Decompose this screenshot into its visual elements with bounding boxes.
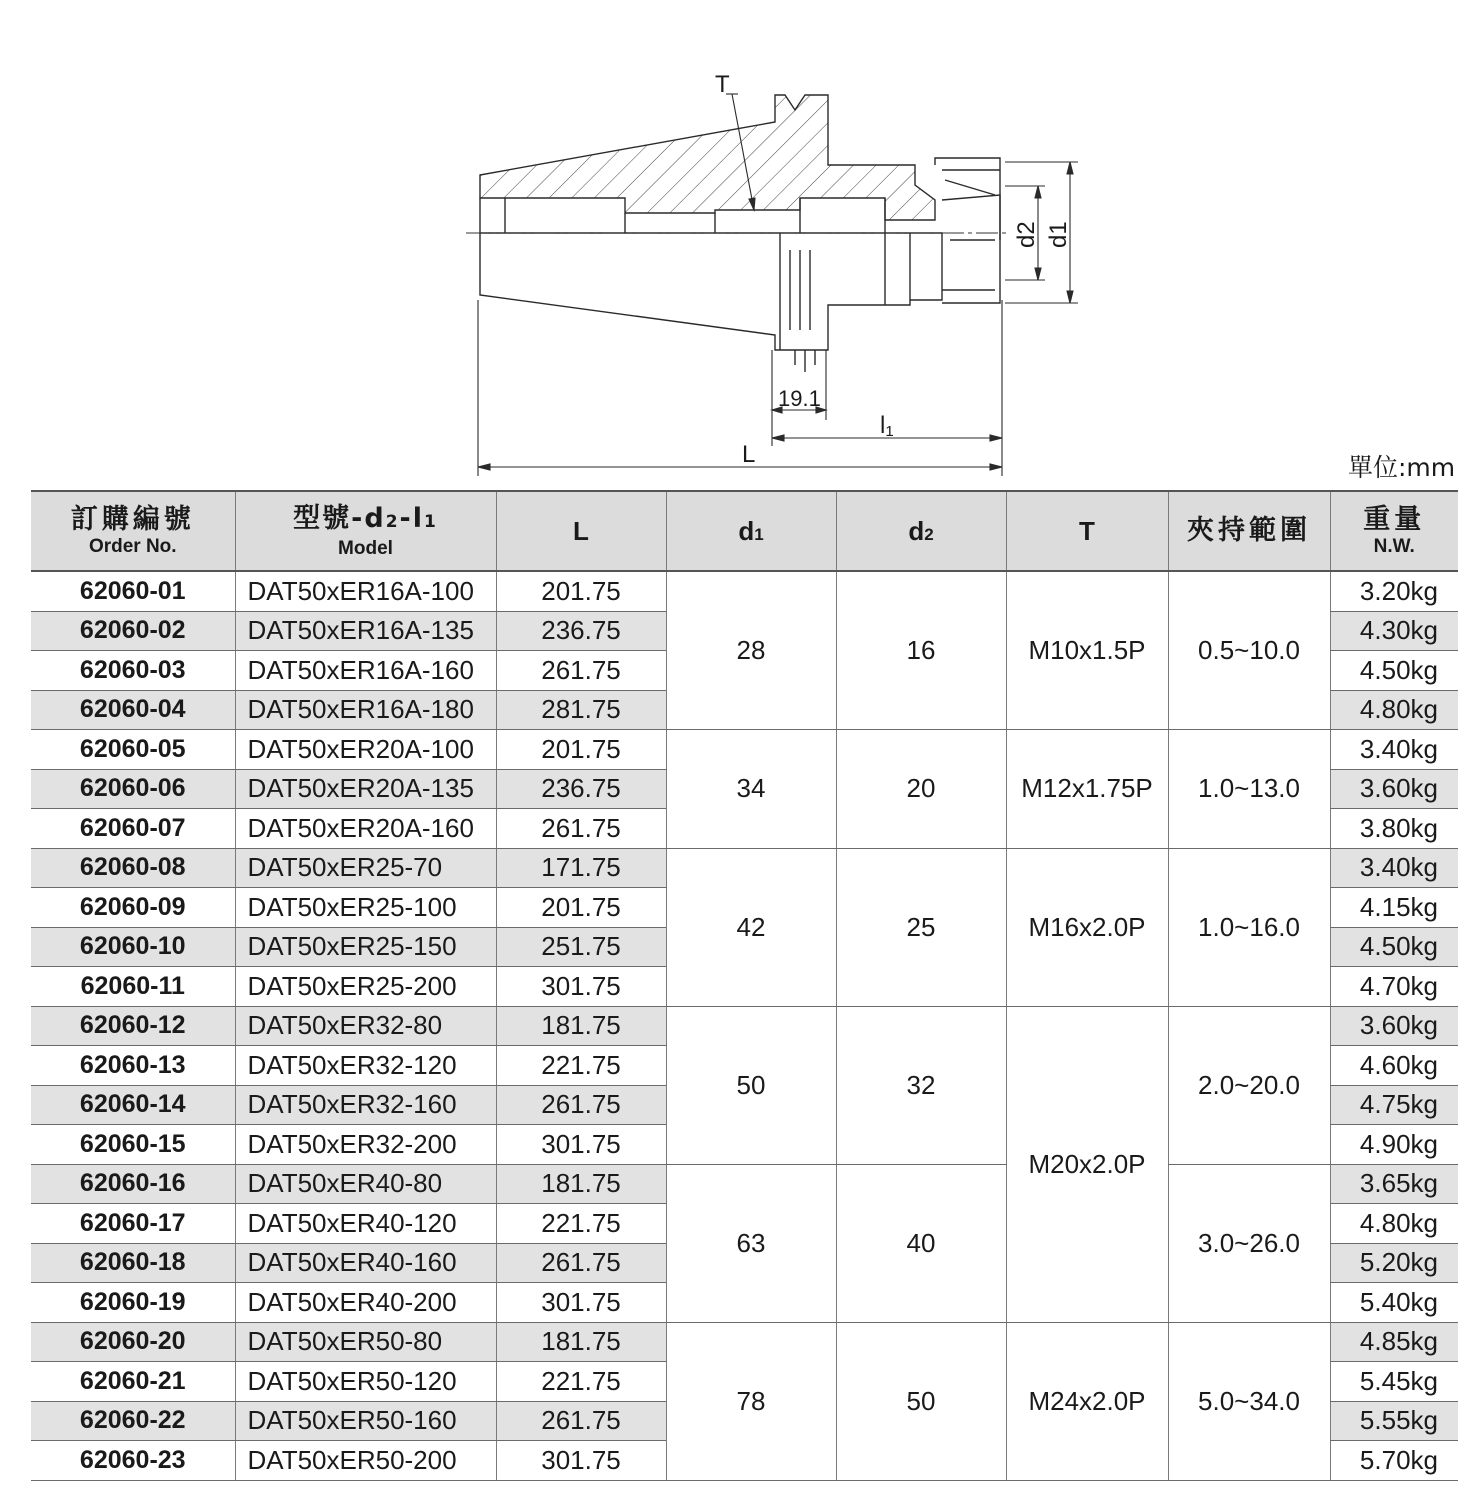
- order-no-cell: 62060-23: [31, 1441, 235, 1481]
- table-row: [31, 1164, 1458, 1204]
- d1-cell: 78: [666, 1322, 836, 1480]
- order-no-cell: 62060-12: [31, 1006, 235, 1046]
- table-row: [31, 1322, 1458, 1362]
- length-cell: 261.75: [496, 1243, 666, 1283]
- flange-width-label: 19.1: [778, 386, 821, 411]
- d1-cell: 50: [666, 1006, 836, 1164]
- model-cell: DAT50xER50-160: [235, 1401, 496, 1441]
- order-no-cell: 62060-02: [31, 611, 235, 651]
- d2-label: d2: [1013, 221, 1040, 248]
- overall-length-label: L: [742, 441, 756, 468]
- length-cell: 301.75: [496, 967, 666, 1007]
- header-length: L: [496, 491, 666, 571]
- header-d1: d1: [666, 491, 836, 571]
- header-model: 型號-d2-l1 Model: [235, 491, 496, 571]
- header-thread: T: [1006, 491, 1168, 571]
- model-cell: DAT50xER32-120: [235, 1046, 496, 1086]
- length-cell: 221.75: [496, 1204, 666, 1244]
- order-no-cell: 62060-08: [31, 848, 235, 888]
- length-cell: 221.75: [496, 1362, 666, 1402]
- weight-cell: 3.80kg: [1330, 809, 1458, 849]
- order-no-cell: 62060-21: [31, 1362, 235, 1402]
- weight-cell: 4.85kg: [1330, 1322, 1458, 1362]
- order-no-cell: 62060-11: [31, 967, 235, 1007]
- order-no-cell: 62060-16: [31, 1164, 235, 1204]
- length-cell: 201.75: [496, 571, 666, 611]
- d2-cell: 20: [836, 730, 1006, 849]
- weight-cell: 3.60kg: [1330, 1006, 1458, 1046]
- order-no-cell: 62060-17: [31, 1204, 235, 1244]
- weight-cell: 3.20kg: [1330, 571, 1458, 611]
- order-no-cell: 62060-22: [31, 1401, 235, 1441]
- weight-cell: 4.80kg: [1330, 1204, 1458, 1244]
- clamp-range-cell: 2.0~20.0: [1168, 1006, 1330, 1164]
- thread-cell: M16x2.0P: [1006, 848, 1168, 1006]
- length-cell: 261.75: [496, 651, 666, 691]
- model-cell: DAT50xER40-80: [235, 1164, 496, 1204]
- table-row: [31, 1006, 1458, 1046]
- header-row: [31, 491, 1458, 571]
- thread-cell: M24x2.0P: [1006, 1322, 1168, 1480]
- model-cell: DAT50xER50-80: [235, 1322, 496, 1362]
- weight-cell: 5.70kg: [1330, 1441, 1458, 1481]
- model-cell: DAT50xER32-160: [235, 1085, 496, 1125]
- model-cell: DAT50xER40-160: [235, 1243, 496, 1283]
- unit-label: 單位:mm: [1348, 453, 1456, 482]
- d1-cell: 42: [666, 848, 836, 1006]
- length-cell: 221.75: [496, 1046, 666, 1086]
- weight-cell: 5.40kg: [1330, 1283, 1458, 1323]
- model-cell: DAT50xER25-100: [235, 888, 496, 928]
- weight-cell: 4.30kg: [1330, 611, 1458, 651]
- weight-cell: 3.60kg: [1330, 769, 1458, 809]
- length-cell: 301.75: [496, 1441, 666, 1481]
- spec-table-body: [31, 571, 1458, 1480]
- l1-label: l1: [880, 412, 894, 440]
- length-cell: 281.75: [496, 690, 666, 730]
- d1-cell: 63: [666, 1164, 836, 1322]
- d1-label: d1: [1045, 221, 1072, 248]
- order-no-cell: 62060-04: [31, 690, 235, 730]
- length-cell: 236.75: [496, 611, 666, 651]
- clamp-range-cell: 3.0~26.0: [1168, 1164, 1330, 1322]
- weight-cell: 4.15kg: [1330, 888, 1458, 928]
- length-cell: 301.75: [496, 1283, 666, 1323]
- d2-cell: 32: [836, 1006, 1006, 1164]
- length-cell: 261.75: [496, 1401, 666, 1441]
- clamp-range-cell: 0.5~10.0: [1168, 571, 1330, 730]
- d2-cell: 16: [836, 571, 1006, 730]
- table-row: [31, 848, 1458, 888]
- model-cell: DAT50xER16A-160: [235, 651, 496, 691]
- thread-cell: M12x1.75P: [1006, 730, 1168, 849]
- length-cell: 251.75: [496, 927, 666, 967]
- d2-cell: 50: [836, 1322, 1006, 1480]
- model-cell: DAT50xER32-80: [235, 1006, 496, 1046]
- clamp-range-cell: 1.0~13.0: [1168, 730, 1330, 849]
- weight-cell: 4.80kg: [1330, 690, 1458, 730]
- length-cell: 181.75: [496, 1322, 666, 1362]
- weight-cell: 4.90kg: [1330, 1125, 1458, 1165]
- t-label: T: [715, 71, 730, 98]
- length-cell: 236.75: [496, 769, 666, 809]
- weight-cell: 3.40kg: [1330, 848, 1458, 888]
- table-row: [31, 730, 1458, 770]
- length-cell: 261.75: [496, 809, 666, 849]
- weight-cell: 3.40kg: [1330, 730, 1458, 770]
- model-cell: DAT50xER50-120: [235, 1362, 496, 1402]
- length-cell: 301.75: [496, 1125, 666, 1165]
- weight-cell: 5.55kg: [1330, 1401, 1458, 1441]
- model-cell: DAT50xER50-200: [235, 1441, 496, 1481]
- weight-cell: 4.50kg: [1330, 927, 1458, 967]
- order-no-cell: 62060-06: [31, 769, 235, 809]
- length-cell: 201.75: [496, 888, 666, 928]
- model-cell: DAT50xER40-200: [235, 1283, 496, 1323]
- order-no-cell: 62060-09: [31, 888, 235, 928]
- thread-cell: M20x2.0P: [1006, 1006, 1168, 1322]
- length-cell: 201.75: [496, 730, 666, 770]
- order-no-cell: 62060-20: [31, 1322, 235, 1362]
- header-order-no: 訂購編號 Order No.: [31, 491, 235, 571]
- model-cell: DAT50xER25-150: [235, 927, 496, 967]
- weight-cell: 3.65kg: [1330, 1164, 1458, 1204]
- order-no-cell: 62060-10: [31, 927, 235, 967]
- model-cell: DAT50xER32-200: [235, 1125, 496, 1165]
- tool-holder-drawing: [0, 0, 1482, 490]
- clamp-range-cell: 5.0~34.0: [1168, 1322, 1330, 1480]
- header-weight: 重量 N.W.: [1330, 491, 1458, 571]
- model-cell: DAT50xER20A-100: [235, 730, 496, 770]
- weight-cell: 4.70kg: [1330, 967, 1458, 1007]
- order-no-cell: 62060-15: [31, 1125, 235, 1165]
- length-cell: 171.75: [496, 848, 666, 888]
- d2-cell: 40: [836, 1164, 1006, 1322]
- length-cell: 261.75: [496, 1085, 666, 1125]
- spec-table: [31, 490, 1458, 1481]
- order-no-cell: 62060-13: [31, 1046, 235, 1086]
- length-cell: 181.75: [496, 1164, 666, 1204]
- model-cell: DAT50xER16A-100: [235, 571, 496, 611]
- thread-cell: M10x1.5P: [1006, 571, 1168, 730]
- weight-cell: 4.50kg: [1330, 651, 1458, 691]
- weight-cell: 4.60kg: [1330, 1046, 1458, 1086]
- model-cell: DAT50xER20A-160: [235, 809, 496, 849]
- order-no-cell: 62060-18: [31, 1243, 235, 1283]
- model-cell: DAT50xER16A-135: [235, 611, 496, 651]
- order-no-cell: 62060-07: [31, 809, 235, 849]
- weight-cell: 5.20kg: [1330, 1243, 1458, 1283]
- d1-cell: 34: [666, 730, 836, 849]
- model-cell: DAT50xER25-200: [235, 967, 496, 1007]
- header-clamp-range: 夾持範圍: [1168, 491, 1330, 571]
- model-cell: DAT50xER25-70: [235, 848, 496, 888]
- header-d2: d2: [836, 491, 1006, 571]
- weight-cell: 4.75kg: [1330, 1085, 1458, 1125]
- table-row: [31, 571, 1458, 611]
- order-no-cell: 62060-03: [31, 651, 235, 691]
- weight-cell: 5.45kg: [1330, 1362, 1458, 1402]
- clamp-range-cell: 1.0~16.0: [1168, 848, 1330, 1006]
- model-cell: DAT50xER40-120: [235, 1204, 496, 1244]
- order-no-cell: 62060-19: [31, 1283, 235, 1323]
- order-no-cell: 62060-05: [31, 730, 235, 770]
- model-cell: DAT50xER20A-135: [235, 769, 496, 809]
- length-cell: 181.75: [496, 1006, 666, 1046]
- order-no-cell: 62060-14: [31, 1085, 235, 1125]
- d1-cell: 28: [666, 571, 836, 730]
- d2-cell: 25: [836, 848, 1006, 1006]
- model-cell: DAT50xER16A-180: [235, 690, 496, 730]
- order-no-cell: 62060-01: [31, 571, 235, 611]
